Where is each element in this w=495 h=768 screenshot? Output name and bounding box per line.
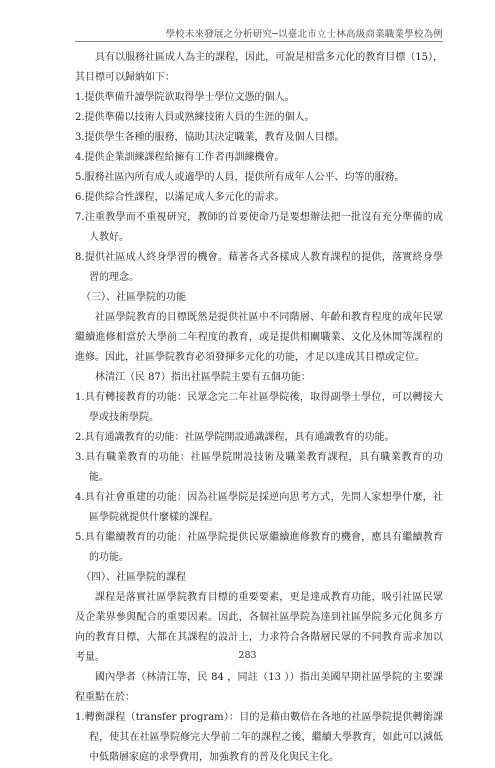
list-item: 1.具有轉接教育的功能：民眾念完二年社區學院後，取得副學士學位，可以轉接大學或技術學院。 bbox=[75, 392, 443, 423]
paragraph-intro: 具有以服務社區成人為主的課程，因此，可說是相當多元化的教育目標（15），其目標可以歸納如下： bbox=[75, 52, 443, 83]
list-item: 5.服務社區內所有成人或適學的人員，提供所有成年人公平、均等的服務。 bbox=[75, 172, 405, 183]
list-item: 4.具有社會重建的功能：因為社區學院是採逆向思考方式，先問人家想學什麼，社區學院就提供什麼樣的課程。 bbox=[75, 492, 443, 523]
curriculum-list bbox=[75, 708, 443, 768]
running-header: 學校未來發展之分析研究─以臺北市立士林高級商業職業學校為例 bbox=[165, 29, 443, 40]
header-rule bbox=[75, 41, 443, 42]
list-item: 5.具有繼續教育的功能：社區學院提供民眾繼續進修教育的機會，應具有繼續教育的功能。 bbox=[75, 532, 443, 563]
functions-list bbox=[75, 388, 443, 568]
paragraph-curriculum-focus: 國內學者（林清江等，民 84 ，同註（13 ））指出美國早期社區學院的主要課程重點在於： bbox=[75, 672, 443, 703]
paragraph-functions: 社區學院教育的目標既然是提供社區中不同階層、年齡和教育程度的成年民眾繼續進修相當於大學前二年程度的教育，或是提供相關職業、文化及休閒等課程的進修。因此，社區學院教育必須發揮多元化的功能，才足以達成其目標或定位。 bbox=[75, 312, 443, 363]
list-item: 6.提供綜合性課程，以滿足成人多元化的需求。 bbox=[75, 192, 285, 203]
section-heading-functions: （三）、社區學院的功能 bbox=[81, 292, 186, 303]
list-item: 1.轉衡課程（transfer program）：目的是藉由數倍在各地的社區學院提供轉銜課程，使其在社區學院修完大學前二年的課程之後，繼續大學教育，如此可以減低中低階層家庭的求學費用，加強教育的普及化與民主化。 bbox=[75, 712, 443, 763]
list-item: 1.提供準備升讀學院欲取得學士學位文憑的個人。 bbox=[75, 92, 295, 103]
list-item: 2.具有通識教育的功能：社區學院開設通識課程，具有通識教育的功能。 bbox=[75, 432, 395, 443]
list-item: 7.注重教學而不重視研究，教師的首要使命乃是要想辦法把一批沒有充分準備的成人教好。 bbox=[75, 212, 443, 243]
list-item: 4.提供企業訓練課程給擁有工作者再訓練機會。 bbox=[75, 152, 285, 163]
list-item: 3.具有職業教育的功能：社區學院開設技術及職業教育課程，具有職業教育的功能。 bbox=[75, 452, 443, 483]
list-item: 3.提供學生各種的服務，協助其決定職業，教育及個人目標。 bbox=[75, 132, 345, 143]
paragraph-five-functions: 林清江（民 87）指出社區學院主要有五個功能： bbox=[95, 372, 311, 383]
list-item: 8.提供社區成人終身學習的機會。藉著各式各樣成人教育課程的提供，落實終身學習的理念。 bbox=[75, 252, 443, 283]
list-item: 2.提供準備以技術人員或熟練技術人員的生涯的個人。 bbox=[75, 112, 315, 123]
section-heading-curriculum: （四）、社區學院的課程 bbox=[81, 572, 186, 583]
page-number: 283 bbox=[238, 650, 257, 661]
goals-list bbox=[75, 88, 443, 288]
paragraph-curriculum: 課程是落實社區學院教育目標的重要要素，更是達成教育功能，吸引社區民眾及企業界參與配合的重要因素。因此，各個社區學院為達到社區學院多元化與多方向的教育目標，大都在其課程的設計上，力求符合各階層民眾的不同教育需求加以考量。 bbox=[75, 592, 443, 663]
